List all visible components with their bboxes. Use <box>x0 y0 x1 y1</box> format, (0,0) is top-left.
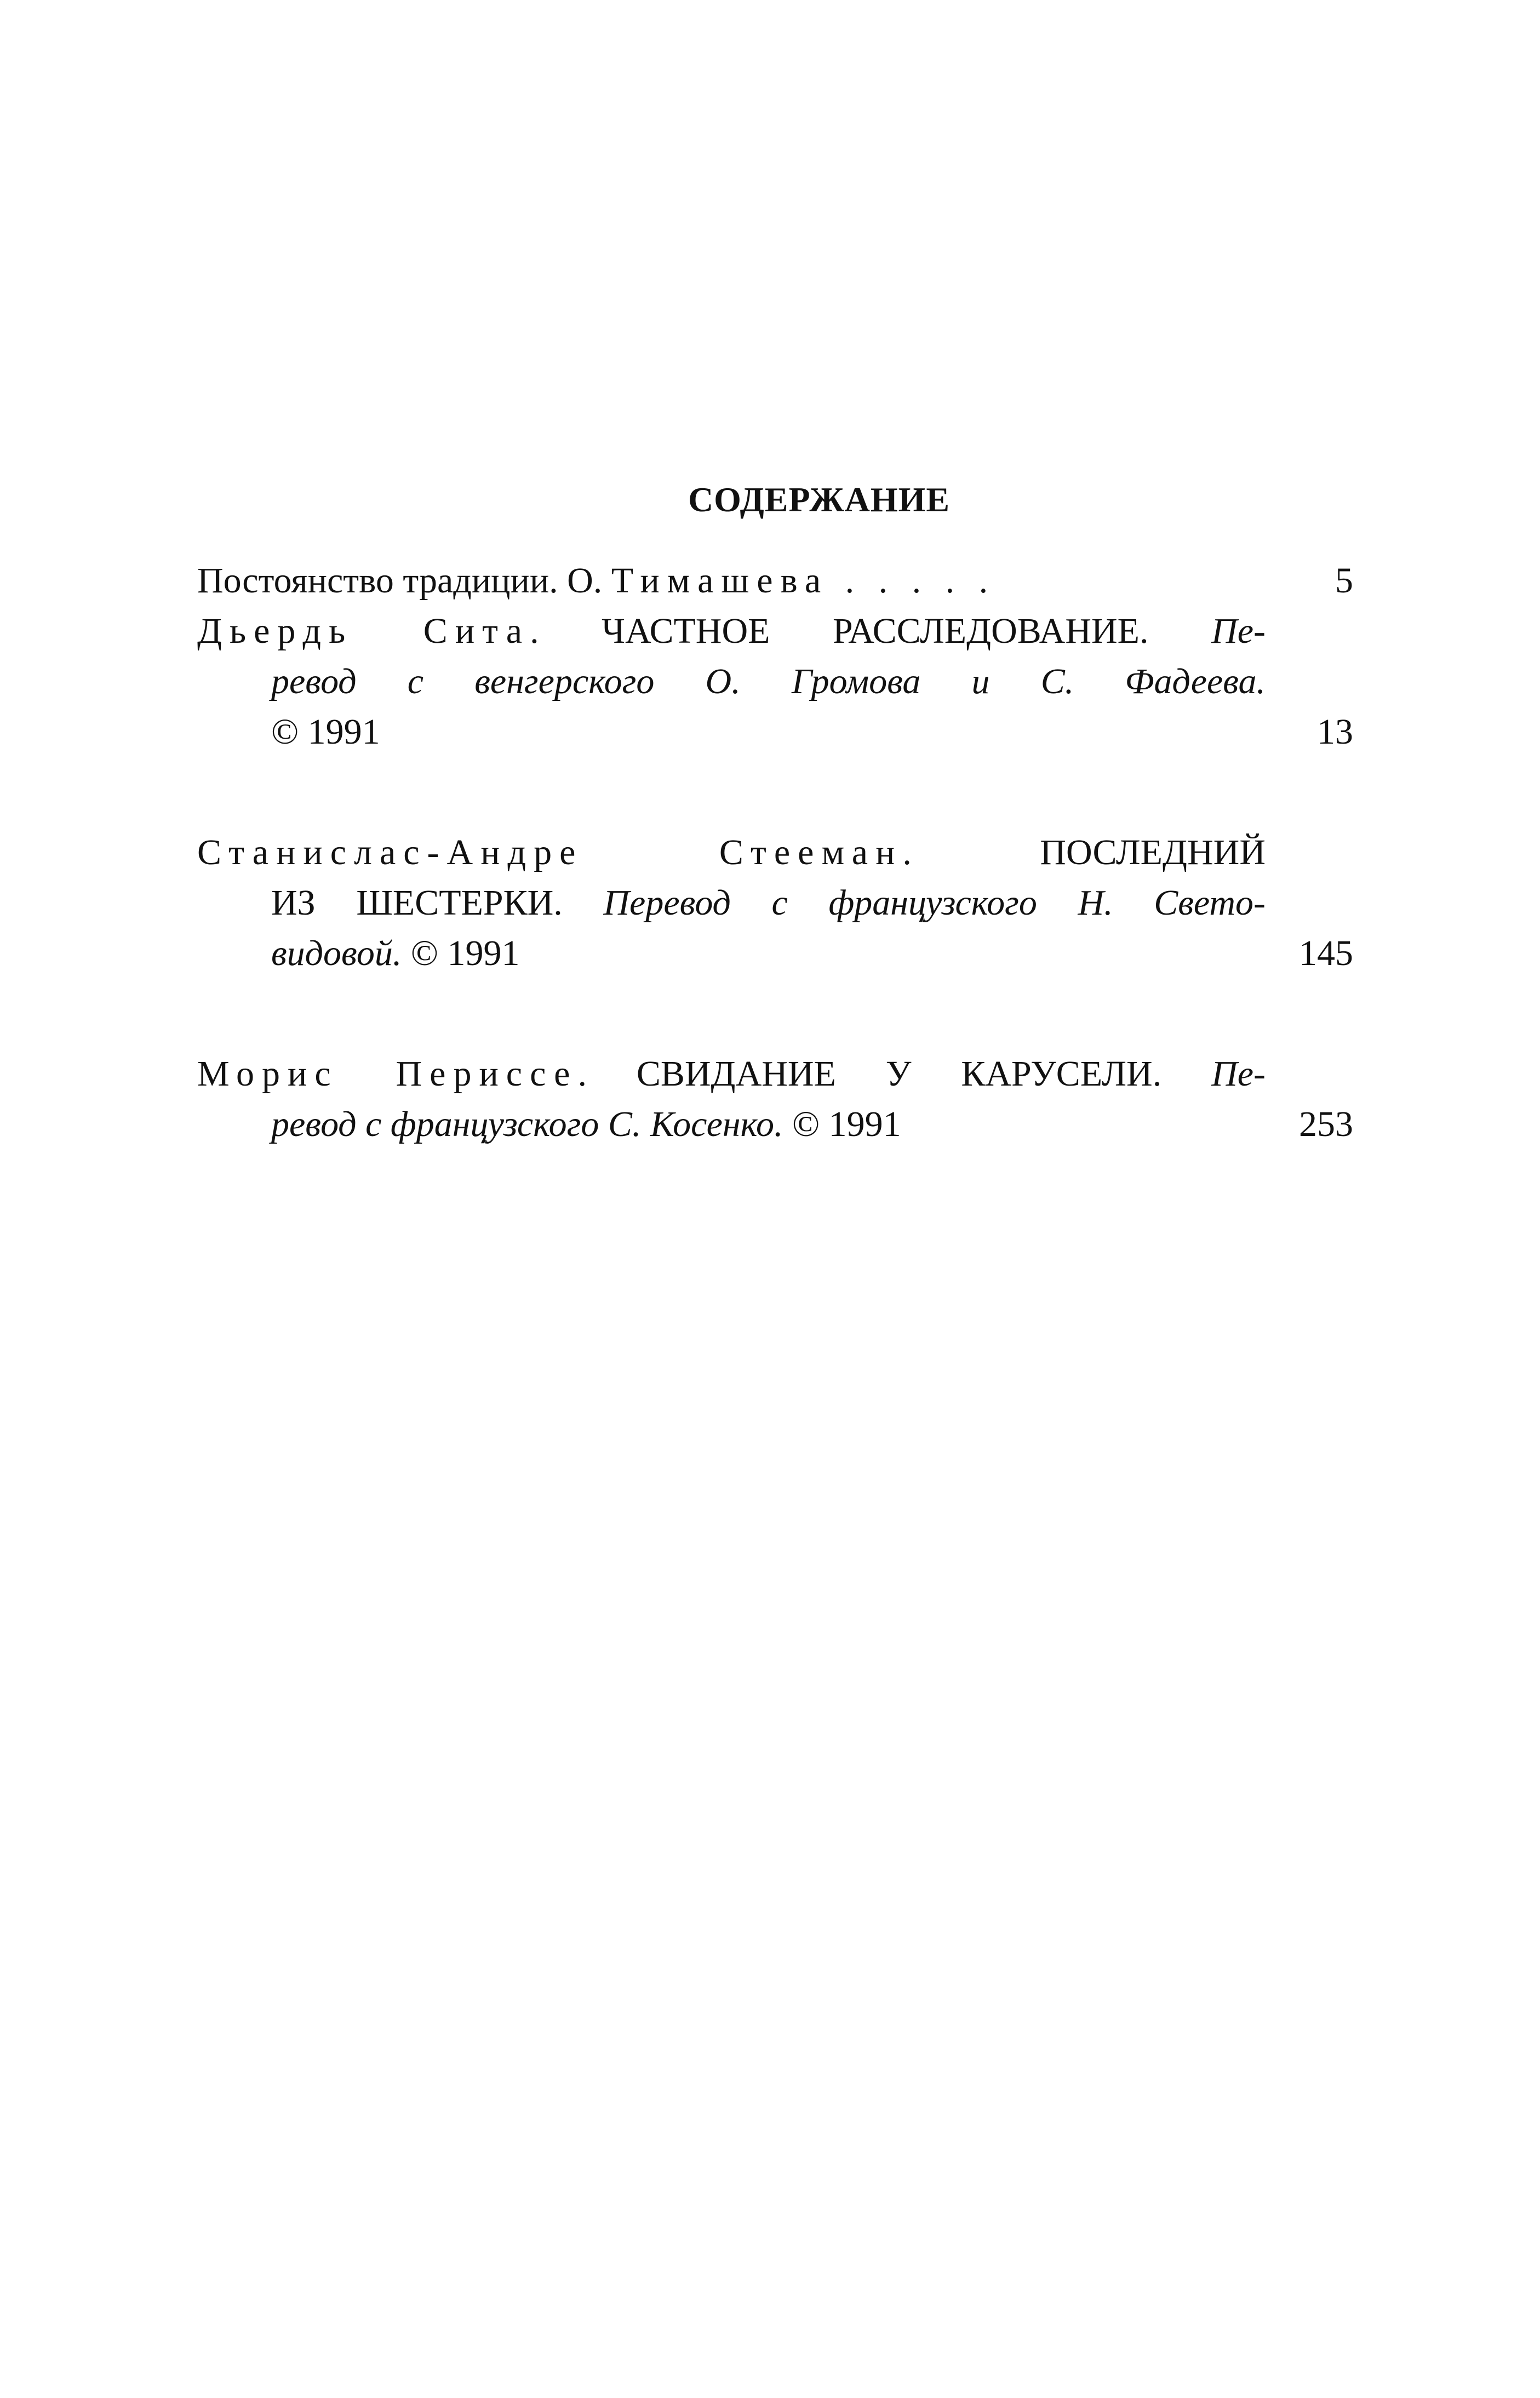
author-name: Тимашева <box>611 561 829 601</box>
translation-note: видовой. <box>271 933 411 973</box>
toc-entry-line <box>197 827 1266 878</box>
toc-entry-line <box>197 878 1266 928</box>
copyright-year: 1991 <box>820 1104 901 1144</box>
work-title: . ПОСЛЕДНИЙ <box>902 832 1266 872</box>
author-name: Морис Периссе <box>197 1054 578 1094</box>
page-number: 13 <box>1317 712 1353 752</box>
page-number: 253 <box>1299 1104 1353 1144</box>
toc-entry <box>197 556 1353 606</box>
copyright-icon: © <box>410 933 438 973</box>
translation-note: Пе- <box>1211 611 1266 651</box>
toc-entry-line <box>197 656 1266 707</box>
author-name: Дьердь Сита <box>197 611 530 651</box>
toc-entry-line <box>197 707 1266 757</box>
translation-note: ревод с венгерского О. Громова и С. Фадеева. <box>271 661 1266 701</box>
copyright-icon: © <box>271 712 299 752</box>
copyright-icon: © <box>792 1104 820 1144</box>
work-title: . ЧАСТНОЕ РАССЛЕДОВАНИЕ. <box>530 611 1212 651</box>
toc-entry <box>197 827 1353 979</box>
page-number: 5 <box>1335 561 1353 601</box>
page-number: 145 <box>1299 933 1353 973</box>
work-title: ИЗ ШЕСТЕРКИ. <box>271 883 604 923</box>
author-name: Станислас-Андре Стееман <box>197 832 903 872</box>
translation-note: Перевод с французского Н. Свето- <box>603 883 1266 923</box>
toc-entry <box>197 1049 1353 1150</box>
toc-entry-line <box>197 556 1266 606</box>
entry-text: Постоянство традиции. О. <box>197 561 611 601</box>
toc-entry <box>197 606 1353 757</box>
translation-note: ревод с французского С. Косенко. <box>271 1104 792 1144</box>
toc-entry-line <box>197 928 1266 979</box>
toc-entry-line <box>197 606 1266 656</box>
table-of-contents <box>197 482 1353 1150</box>
toc-entry-line <box>197 1099 1266 1150</box>
work-title: . СВИДАНИЕ У КАРУСЕЛИ. <box>577 1054 1212 1094</box>
copyright-year: 1991 <box>299 712 380 752</box>
copyright-year: 1991 <box>438 933 520 973</box>
page-title: СОДЕРЖАНИЕ <box>688 480 951 519</box>
toc-entry-line <box>197 1049 1266 1099</box>
dot-leader: . . . . . <box>828 561 996 601</box>
translation-note: Пе- <box>1211 1054 1266 1094</box>
